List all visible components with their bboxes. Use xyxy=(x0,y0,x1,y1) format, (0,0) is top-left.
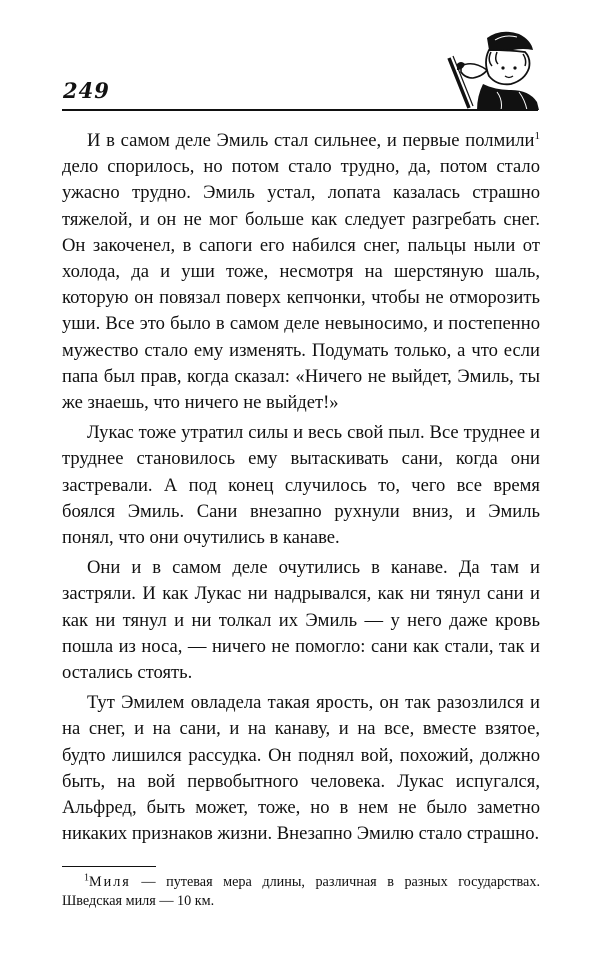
paragraph: Лукас тоже утратил силы и весь свой пыл. Все труднее и труднее становилось ему вытаскивать сани, когда они застревали. А под конец случилось то, чего все время боялся Эмиль. Сани внезапно рухнули вниз, и Эмиль понял, что они очутились в канаве. xyxy=(62,422,540,549)
paragraph-text: дело спорилось, но потом стало трудно, да, потом стало ужасно трудно. Эмиль устал, лопата казалась страшно тяжелой, и он не мог больше как следует разгребать снег. Он закоченел, в сапоги его набился снег, пальцы ныли от холода, да и уши тоже, несмотря на шерстяную шаль, которую он повязал поверх кепчонки, чтобы не отморозить уши. Все это было в самом деле невыносимо, и постепенно мужество стало ему изменять. Подумать только, а что если папа был прав, когда сказал: «Ничего не выйдет, Эмиль, ты же знаешь, что ничего не выйдет!» xyxy=(62,156,540,414)
header-rule xyxy=(62,109,538,111)
footnote-reference: 1 xyxy=(534,129,540,142)
page-number: 249 xyxy=(63,78,110,103)
footnote-text: — путевая мера длины, различная в разных государствах. Шведская миля — 10 км. xyxy=(62,874,540,909)
footnote-rule xyxy=(62,866,156,867)
paragraph: Тут Эмилем овладела такая ярость, он так разозлился и на снег, и на сани, и на канаву, и на все, вместе взятое, будто лишился рассудка. Он поднял вой, похожий, должно быть, на вой первобытного человека. Лукас испугался, Альфред, быть может, тоже, но в нем не было заметно никаких признаков жизни. Внезапно Эмилю стало страшно. xyxy=(62,692,540,845)
paragraph xyxy=(62,128,540,416)
body-text xyxy=(62,128,540,847)
footnote-term: Миля xyxy=(89,874,131,890)
paragraph: Они и в самом деле очутились в канаве. Да там и застряли. И как Лукас ни надрывался, как ни тянул сани и как ни тянул и ни толкал их Эмиль — у него даже кровь пошла из носа, — ничего не помогло: сани как стали, так и остались стоять. xyxy=(62,557,540,684)
paragraph-text: И в самом деле Эмиль стал сильнее, и первые полмили xyxy=(87,130,535,151)
boy-with-shovel-illustration xyxy=(439,30,540,110)
page-header xyxy=(62,30,540,116)
footnote xyxy=(62,873,540,911)
footnote-number: 1 xyxy=(84,872,89,884)
